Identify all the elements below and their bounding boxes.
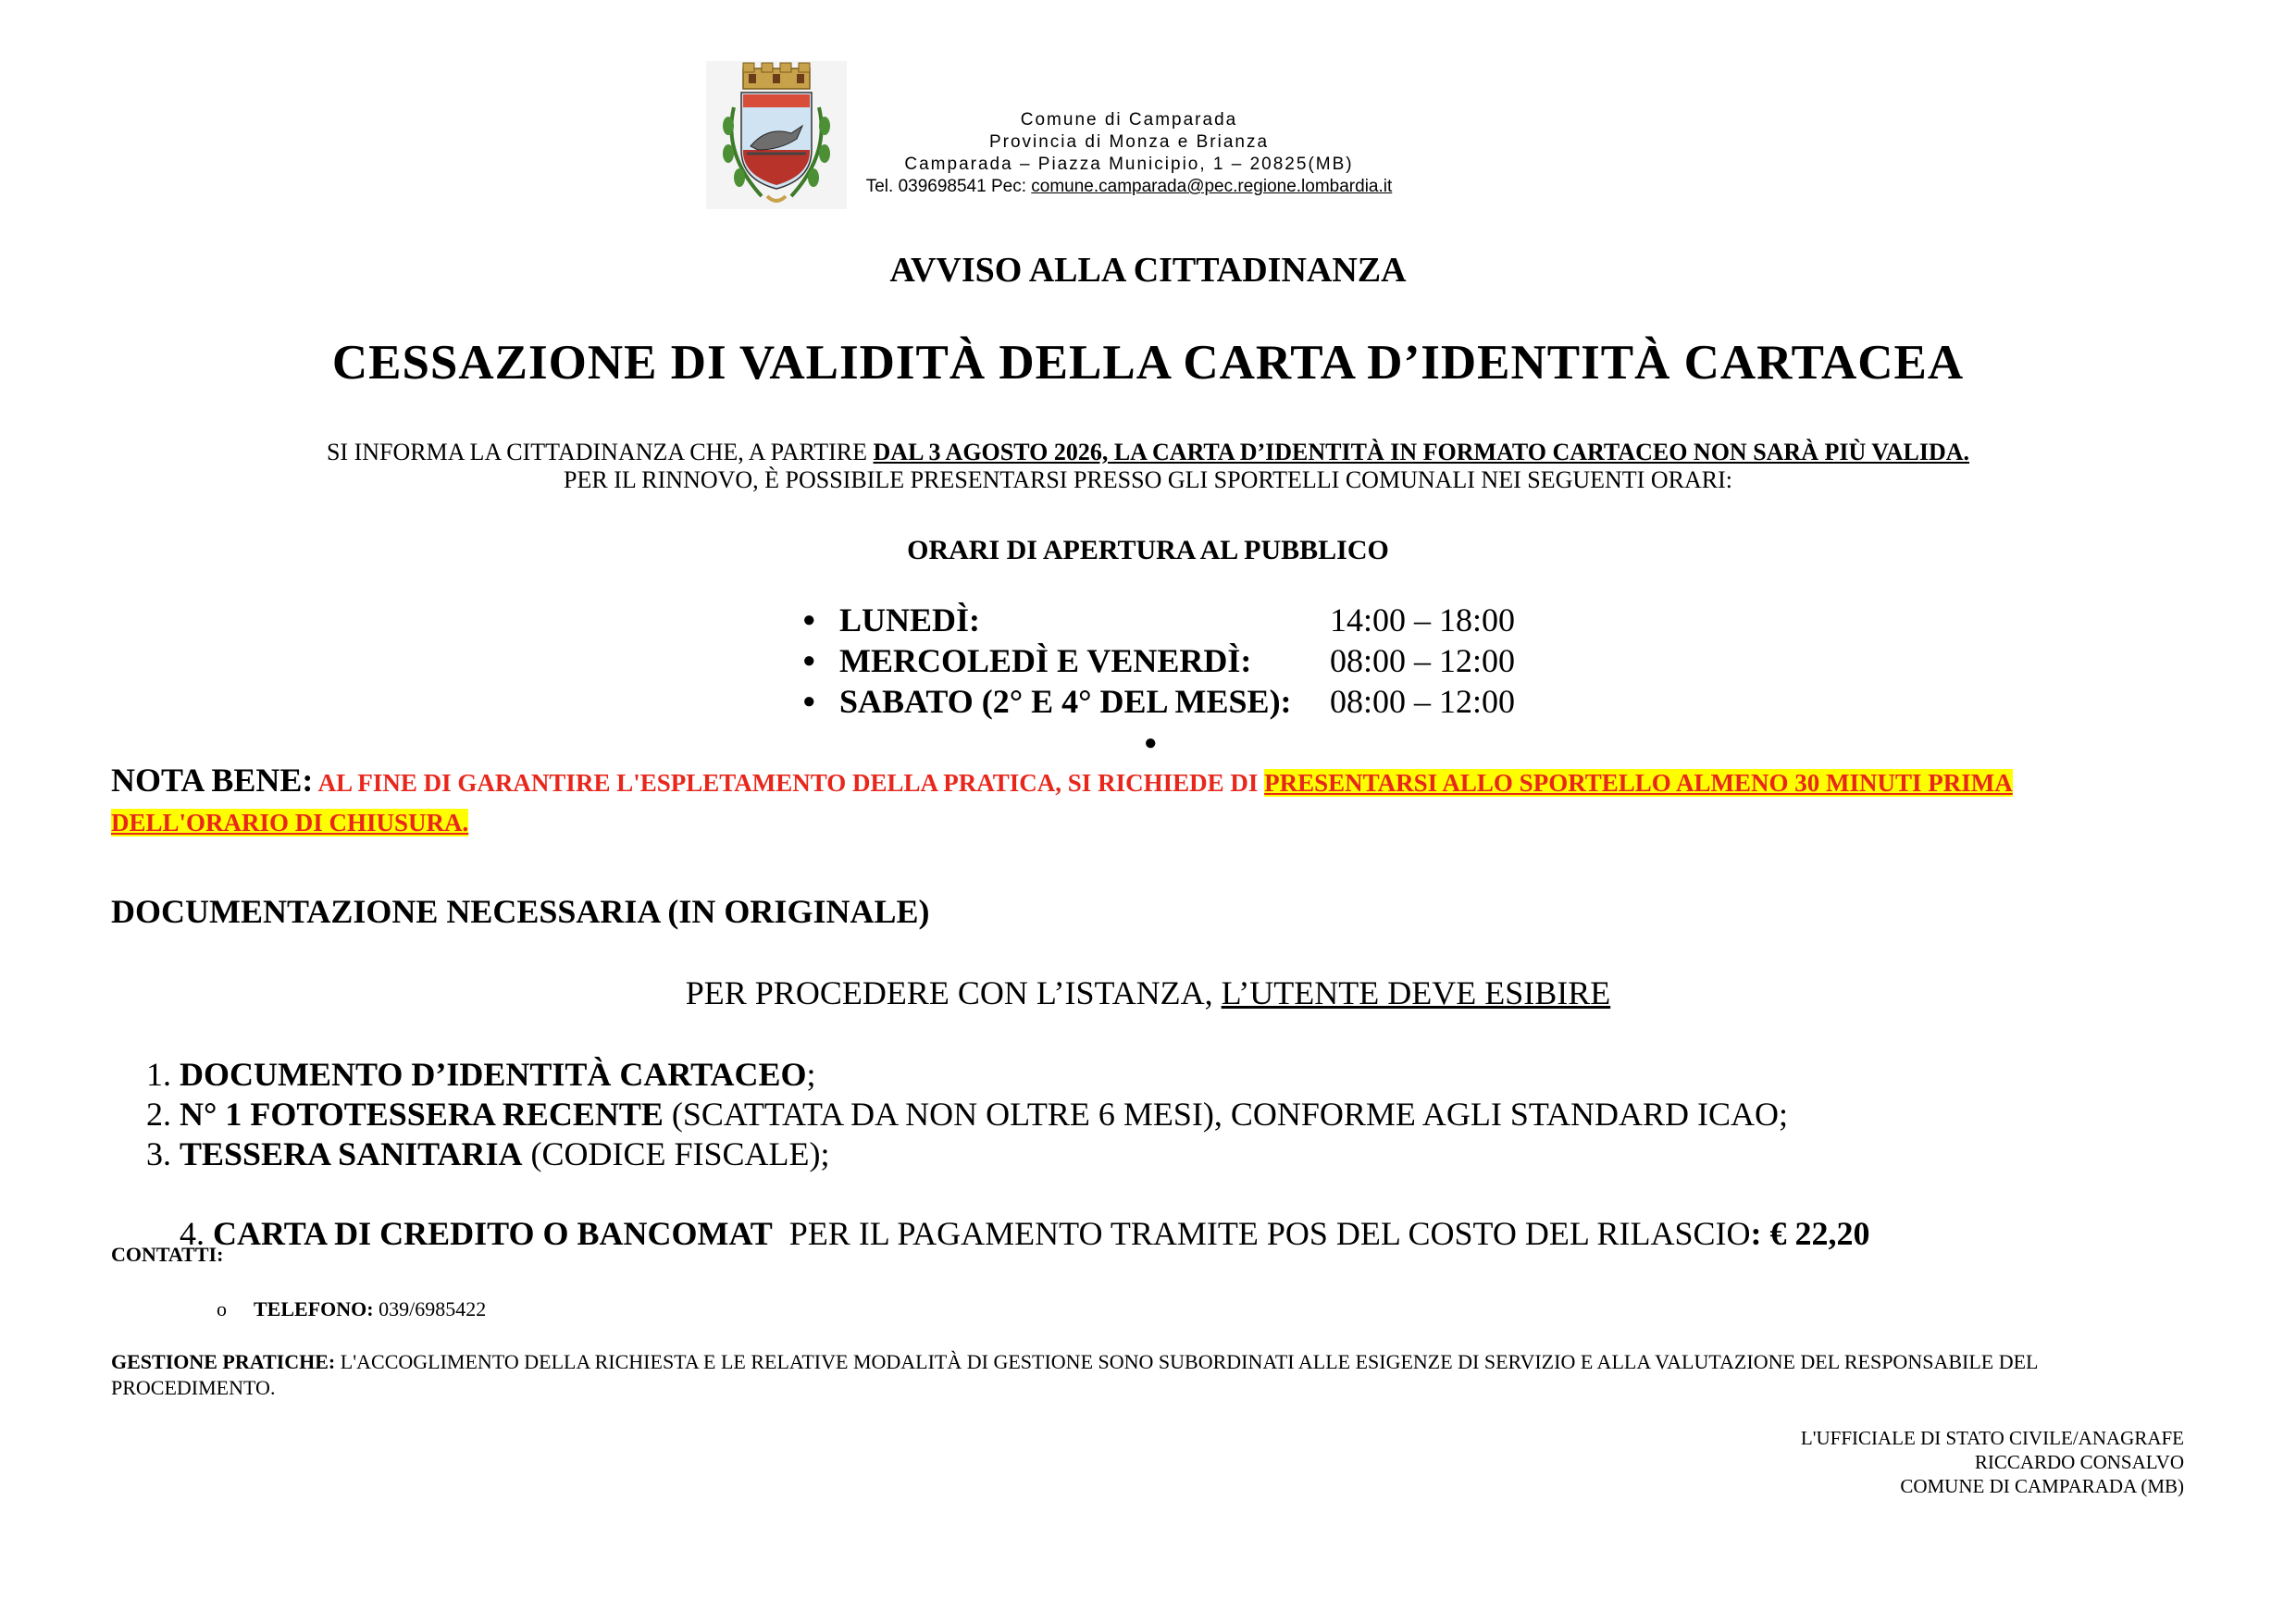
intro-line-1-emphasis: DAL 3 AGOSTO 2026, LA CARTA D’IDENTITÀ IN FORMATO CARTACEO NON SARÀ PIÙ VALIDA. — [873, 439, 1970, 465]
list-item — [146, 1055, 1870, 1095]
procedure-text: PER PROCEDERE CON L’ISTANZA, — [685, 974, 1222, 1011]
opening-hours-title: ORARI DI APERTURA AL PUBBLICO — [907, 535, 1389, 565]
notice-heading: AVVISO ALLA CITTADINANZA — [889, 251, 1407, 290]
schedule-time: 08:00 – 12:00 — [1330, 642, 1516, 679]
schedule-day: SABATO (2° E 4° DEL MESE): — [839, 683, 1292, 720]
circle-bullet-icon: o — [217, 1297, 227, 1320]
documentation-title: DOCUMENTAZIONE NECESSARIA (IN ORIGINALE) — [111, 893, 930, 930]
page-title: CESSAZIONE DI VALIDITÀ DELLA CARTA D’IDENTITÀ CARTACEA — [331, 336, 1965, 390]
list-item-bold: DOCUMENTO D’IDENTITÀ CARTACEO — [180, 1056, 807, 1093]
list-item-bold: CARTA DI CREDITO O BANCOMAT — [213, 1215, 773, 1252]
schedule-day: LUNEDÌ: — [839, 601, 981, 638]
nota-bene — [111, 762, 2184, 845]
list-item-rest: (CODICE FISCALE); — [522, 1135, 830, 1172]
list-item-number: 2. — [146, 1096, 171, 1133]
fee-amount: : € 22,20 — [1750, 1215, 1870, 1252]
intro-line-2: PER IL RINNOVO, È POSSIBILE PRESENTARSI PRESSO GLI SPORTELLI COMUNALI NEI SEGUENTI ORARI: — [564, 466, 1732, 493]
nota-bene-label: NOTA BENE — [111, 762, 303, 799]
header-tel: Tel. 039698541 — [865, 177, 987, 196]
gestione-pratiche — [111, 1349, 2184, 1401]
phone-label: TELEFONO: — [254, 1297, 374, 1320]
header-provincia: Provincia di Monza e Brianza — [988, 132, 1270, 152]
list-item — [146, 1174, 1870, 1294]
signature-name: RICCARDO CONSALVO — [1974, 1451, 2184, 1473]
schedule-day: MERCOLEDÌ E VENERDÌ: — [839, 642, 1252, 679]
list-item-number: 1. — [146, 1056, 171, 1093]
list-item-number: 4. — [180, 1215, 205, 1252]
contacts-title: CONTATTI: — [111, 1243, 224, 1266]
list-item-rest: PER IL PAGAMENTO TRAMITE POS DEL COSTO DEL RILASCIO — [772, 1215, 1751, 1252]
signature-comune: COMUNE DI CAMPARADA (MB) — [1900, 1475, 2184, 1497]
schedule-time: 08:00 – 12:00 — [1330, 683, 1516, 720]
empty-bullet-icon: ● — [1144, 731, 1158, 755]
phone-number: 039/6985422 — [373, 1297, 487, 1320]
bullet-icon: ● — [802, 649, 816, 673]
nota-bene-colon: : — [302, 762, 314, 799]
bullet-icon: ● — [802, 608, 816, 632]
list-item — [146, 1095, 1870, 1134]
list-item — [146, 1134, 1870, 1174]
list-item-rest: ; — [806, 1056, 816, 1093]
procedure-underlined: L’UTENTE DEVE ESIBIRE — [1221, 974, 1611, 1011]
signature-role: L'UFFICIALE DI STATO CIVILE/ANAGRAFE — [1800, 1427, 2184, 1449]
list-item-rest: (SCATTATA DA NON OLTRE 6 MESI), CONFORME AGLI STANDARD ICAO; — [663, 1096, 1788, 1133]
header-pec-label: Pec: — [990, 177, 1026, 196]
list-item-bold: N° 1 FOTOTESSERA RECENTE — [180, 1096, 664, 1133]
procedure-line — [0, 973, 2296, 1012]
bullet-icon: ● — [802, 689, 816, 713]
list-item-number: 3. — [146, 1135, 171, 1172]
documents-list — [146, 1055, 1870, 1294]
schedule-time: 14:00 – 18:00 — [1330, 601, 1516, 638]
header-contact-line — [814, 176, 1444, 197]
header-indirizzo: Camparada – Piazza Municipio, 1 – 20825(MB) — [904, 155, 1354, 174]
list-item-bold: TESSERA SANITARIA — [180, 1135, 523, 1172]
intro-line-1 — [0, 439, 2296, 466]
intro-line-1-text: SI INFORMA LA CITTADINANZA CHE, A PARTIRE — [326, 439, 874, 465]
contact-phone-text — [254, 1297, 486, 1321]
gestione-text: L'ACCOGLIMENTO DELLA RICHIESTA E LE RELATIVE MODALITÀ DI GESTIONE SONO SUBORDINATI ALLE ESIGENZE DI SERVIZIO E ALLA VALUTAZIONE DEL RESPONSABILE DEL PROCEDIMENTO. — [111, 1350, 2038, 1399]
gestione-label: GESTIONE PRATICHE: — [111, 1350, 336, 1373]
header-pec-link[interactable]: comune.camparada@pec.regione.lombardia.it — [1031, 177, 1393, 196]
intro-paragraph — [0, 439, 2296, 494]
nota-bene-highlight: PRESENTARSI ALLO SPORTELLO ALMENO 30 MINUTI PRIMA DELL'ORARIO DI CHIUSURA. — [111, 769, 2013, 837]
header-comune: Comune di Camparada — [1020, 110, 1238, 130]
signature-block — [1481, 1426, 2184, 1498]
nota-bene-text: AL FINE DI GARANTIRE L'ESPLETAMENTO DELLA PRATICA, SI RICHIEDE DI — [313, 769, 1265, 797]
